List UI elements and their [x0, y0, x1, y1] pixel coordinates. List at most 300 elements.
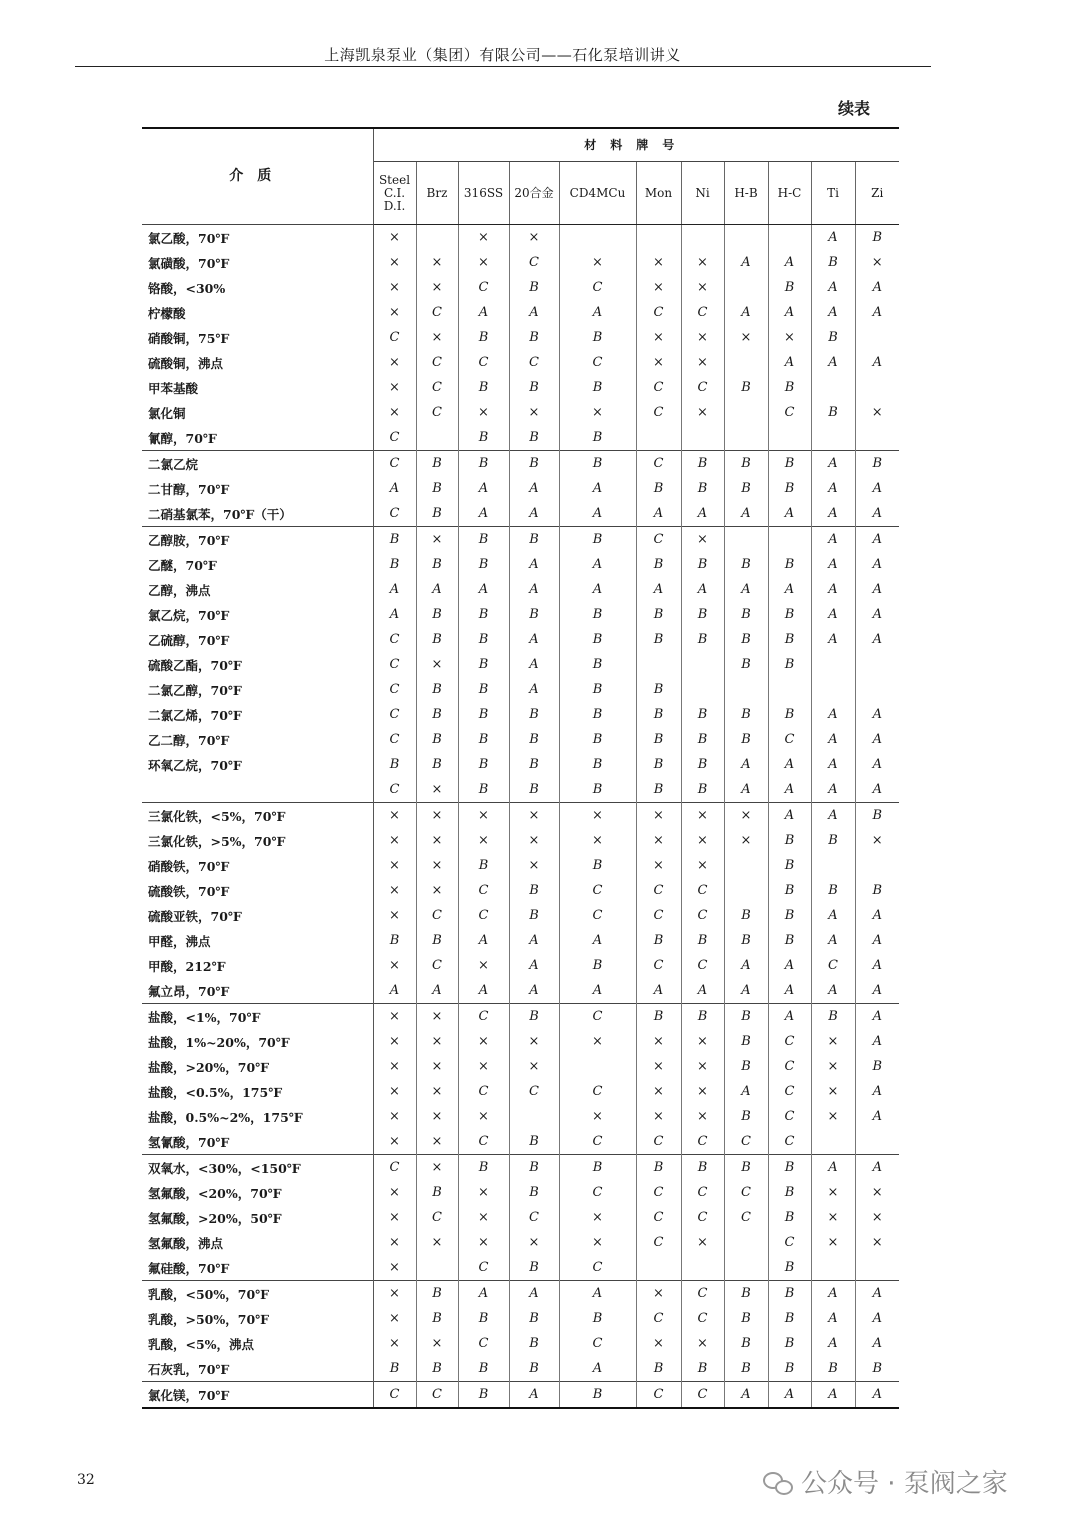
column-header: H-C: [768, 162, 811, 225]
rating-cell: B: [509, 1306, 559, 1331]
rating-cell: A: [509, 1281, 559, 1307]
rating-cell: B: [724, 1054, 768, 1079]
rating-cell: B: [416, 501, 458, 527]
rating-cell: ×: [681, 527, 724, 553]
rating-cell: C: [636, 878, 681, 903]
column-header: Ti: [811, 162, 855, 225]
rating-cell: B: [509, 527, 559, 553]
rating-cell: A: [416, 577, 458, 602]
rating-cell: A: [724, 577, 768, 602]
rating-cell: A: [811, 702, 855, 727]
rating-cell: C: [681, 1382, 724, 1409]
rating-cell: A: [855, 602, 899, 627]
rating-cell: B: [416, 752, 458, 777]
rating-cell: B: [681, 1356, 724, 1382]
rating-cell: ×: [636, 1079, 681, 1104]
table-row: [142, 375, 899, 400]
rating-cell: B: [768, 1306, 811, 1331]
rating-cell: A: [509, 577, 559, 602]
table-row: [142, 602, 899, 627]
rating-cell: [768, 425, 811, 451]
rating-cell: ×: [559, 400, 636, 425]
rating-cell: [681, 652, 724, 677]
rating-cell: B: [681, 451, 724, 477]
medium-cell: 铬酸，<30%: [142, 275, 373, 300]
rating-cell: B: [855, 1356, 899, 1382]
rating-cell: ×: [458, 1029, 509, 1054]
rating-cell: C: [389, 782, 400, 797]
rating-cell: B: [724, 1331, 768, 1356]
rating-cell: B: [768, 853, 811, 878]
rating-cell: B: [768, 702, 811, 727]
medium-cell: 氯化镁，70℉: [142, 1382, 373, 1409]
rating-cell: A: [855, 1331, 899, 1356]
rating-cell: B: [768, 375, 811, 400]
rating-cell: C: [724, 1129, 768, 1155]
rating-cell: B: [636, 727, 681, 752]
table-row: [142, 476, 899, 501]
rating-cell: A: [458, 501, 509, 527]
rating-cell: A: [855, 1004, 899, 1030]
rating-cell: A: [855, 501, 899, 527]
rating-cell: ×: [509, 1029, 559, 1054]
rating-cell: C: [559, 1129, 636, 1155]
rating-cell: B: [636, 552, 681, 577]
rating-cell: ×: [636, 1029, 681, 1054]
rating-cell: [724, 400, 768, 425]
medium-cell: 硫酸乙酯，70℉: [142, 652, 373, 677]
rating-cell: A: [509, 300, 559, 325]
rating-cell: B: [636, 602, 681, 627]
rating-cell: A: [724, 752, 768, 777]
rating-cell: B: [724, 928, 768, 953]
rating-cell: A: [389, 582, 400, 597]
rating-cell: ×: [811, 1079, 855, 1104]
rating-cell: C: [681, 1205, 724, 1230]
rating-cell: ×: [389, 1260, 400, 1275]
rating-cell: B: [559, 1306, 636, 1331]
rating-cell: B: [681, 476, 724, 501]
rating-cell: B: [416, 1281, 458, 1307]
table-row: [142, 752, 899, 777]
rating-cell: ×: [389, 1185, 400, 1200]
rating-cell: C: [416, 300, 458, 325]
rating-cell: B: [636, 1155, 681, 1181]
rating-cell: ×: [559, 1104, 636, 1129]
rating-cell: [811, 1129, 855, 1155]
rating-cell: A: [458, 300, 509, 325]
rating-cell: B: [509, 1331, 559, 1356]
table-row: [142, 1129, 899, 1155]
rating-cell: B: [416, 476, 458, 501]
rating-cell: B: [559, 677, 636, 702]
rating-cell: C: [509, 1205, 559, 1230]
table-row: [142, 828, 899, 853]
rating-cell: C: [559, 1004, 636, 1030]
rating-cell: [724, 1255, 768, 1281]
rating-cell: B: [458, 425, 509, 451]
rating-cell: B: [768, 1155, 811, 1181]
rating-cell: [636, 1255, 681, 1281]
rating-cell: A: [855, 702, 899, 727]
medium-cell: 三氯化铁，<5%，70℉: [142, 803, 373, 829]
rating-cell: ×: [559, 250, 636, 275]
rating-cell: [724, 677, 768, 702]
rating-cell: ×: [458, 250, 509, 275]
rating-cell: B: [724, 702, 768, 727]
rating-cell: [768, 527, 811, 553]
rating-cell: [855, 425, 899, 451]
rating-cell: ×: [389, 355, 400, 370]
rating-cell: ×: [559, 1230, 636, 1255]
rating-cell: [681, 677, 724, 702]
rating-cell: C: [636, 1129, 681, 1155]
table-row: [142, 702, 899, 727]
rating-cell: [509, 1104, 559, 1129]
rating-cell: ×: [681, 1054, 724, 1079]
rating-cell: B: [768, 1255, 811, 1281]
rating-cell: B: [416, 727, 458, 752]
rating-cell: B: [768, 652, 811, 677]
rating-cell: ×: [636, 853, 681, 878]
rating-cell: A: [855, 928, 899, 953]
rating-cell: ×: [389, 380, 400, 395]
rating-cell: B: [855, 1054, 899, 1079]
rating-cell: ×: [855, 828, 899, 853]
rating-cell: ×: [389, 1336, 400, 1351]
rating-cell: [811, 677, 855, 702]
table-row: [142, 627, 899, 652]
rating-cell: B: [636, 627, 681, 652]
rating-cell: A: [811, 777, 855, 803]
rating-cell: B: [389, 557, 400, 572]
rating-cell: ×: [389, 858, 400, 873]
continued-label: 续表: [838, 99, 871, 118]
rating-cell: C: [559, 1079, 636, 1104]
rating-cell: B: [458, 1155, 509, 1181]
rating-cell: B: [724, 903, 768, 928]
rating-cell: ×: [373, 803, 416, 829]
rating-cell: ×: [416, 1054, 458, 1079]
rating-cell: A: [855, 1281, 899, 1307]
rating-cell: ×: [416, 1079, 458, 1104]
rating-cell: A: [681, 577, 724, 602]
rating-cell: ×: [416, 1029, 458, 1054]
medium-column-header: 介质: [142, 128, 373, 225]
rating-cell: A: [768, 501, 811, 527]
rating-cell: A: [509, 928, 559, 953]
rating-cell: C: [559, 275, 636, 300]
rating-cell: C: [559, 903, 636, 928]
rating-cell: ×: [458, 953, 509, 978]
rating-cell: A: [811, 1382, 855, 1409]
rating-cell: B: [559, 853, 636, 878]
rating-cell: A: [811, 903, 855, 928]
rating-cell: ×: [681, 828, 724, 853]
rating-cell: [724, 225, 768, 251]
rating-cell: ×: [855, 1230, 899, 1255]
medium-cell: 乳酸，>50%，70℉: [142, 1306, 373, 1331]
table-row: [142, 1306, 899, 1331]
rating-cell: C: [559, 878, 636, 903]
rating-cell: B: [724, 375, 768, 400]
rating-cell: ×: [416, 1155, 458, 1181]
medium-cell: 盐酸，1%~20%，70℉: [142, 1029, 373, 1054]
medium-cell: 氟硅酸，70℉: [142, 1255, 373, 1281]
rating-cell: ×: [416, 1331, 458, 1356]
rating-cell: [559, 1054, 636, 1079]
rating-cell: C: [389, 657, 400, 672]
rating-cell: [724, 853, 768, 878]
table-row: [142, 1104, 899, 1129]
medium-cell: 盐酸，>20%，70℉: [142, 1054, 373, 1079]
rating-cell: B: [389, 933, 400, 948]
rating-cell: A: [855, 1382, 899, 1409]
rating-cell: A: [509, 978, 559, 1004]
rating-cell: [855, 375, 899, 400]
rating-cell: C: [681, 1180, 724, 1205]
rating-cell: A: [855, 350, 899, 375]
rating-cell: B: [559, 527, 636, 553]
rating-cell: B: [636, 702, 681, 727]
rating-cell: ×: [811, 1205, 855, 1230]
rating-cell: C: [724, 1180, 768, 1205]
rating-cell: B: [559, 1382, 636, 1409]
rating-cell: ×: [389, 883, 400, 898]
rating-cell: B: [855, 451, 899, 477]
rating-cell: A: [458, 476, 509, 501]
rating-cell: C: [458, 1255, 509, 1281]
rating-cell: ×: [389, 1311, 400, 1326]
rating-cell: A: [811, 727, 855, 752]
rating-cell: A: [559, 552, 636, 577]
rating-cell: ×: [416, 828, 458, 853]
rating-cell: ×: [416, 853, 458, 878]
rating-cell: ×: [416, 803, 458, 829]
rating-cell: A: [768, 752, 811, 777]
rating-cell: A: [768, 1382, 811, 1409]
rating-cell: A: [855, 1306, 899, 1331]
rating-cell: ×: [681, 400, 724, 425]
rating-cell: B: [681, 702, 724, 727]
rating-cell: ×: [636, 350, 681, 375]
rating-cell: B: [509, 602, 559, 627]
rating-cell: ×: [681, 275, 724, 300]
rating-cell: A: [855, 300, 899, 325]
medium-cell: 二甘醇，70℉: [142, 476, 373, 501]
rating-cell: B: [416, 602, 458, 627]
rating-cell: A: [811, 300, 855, 325]
table-row: [142, 1155, 899, 1181]
rating-cell: C: [559, 1255, 636, 1281]
rating-cell: C: [559, 1331, 636, 1356]
rating-cell: A: [559, 476, 636, 501]
table-row: [142, 1054, 899, 1079]
rating-cell: C: [636, 1306, 681, 1331]
rating-cell: [724, 275, 768, 300]
rating-cell: A: [855, 275, 899, 300]
rating-cell: ×: [681, 1331, 724, 1356]
rating-cell: C: [389, 632, 400, 647]
rating-cell: ×: [681, 250, 724, 275]
rating-cell: ×: [373, 1281, 416, 1307]
rating-cell: ×: [855, 1205, 899, 1230]
rating-cell: A: [636, 978, 681, 1004]
rating-cell: A: [768, 978, 811, 1004]
rating-cell: A: [811, 552, 855, 577]
rating-cell: ×: [811, 1054, 855, 1079]
medium-cell: 硫酸亚铁，70℉: [142, 903, 373, 928]
medium-cell: [142, 777, 373, 803]
rating-cell: B: [458, 627, 509, 652]
column-header: CD4MCu: [559, 162, 636, 225]
rating-cell: B: [458, 652, 509, 677]
rating-cell: ×: [509, 1230, 559, 1255]
rating-cell: A: [855, 978, 899, 1004]
rating-cell: C: [458, 350, 509, 375]
rating-cell: A: [855, 476, 899, 501]
rating-cell: B: [724, 1029, 768, 1054]
rating-cell: C: [681, 375, 724, 400]
rating-cell: B: [724, 1155, 768, 1181]
rating-cell: ×: [636, 250, 681, 275]
rating-cell: C: [636, 903, 681, 928]
rating-cell: B: [458, 451, 509, 477]
rating-cell: [416, 1255, 458, 1281]
rating-cell: C: [559, 350, 636, 375]
table-row: [142, 853, 899, 878]
rating-cell: B: [458, 853, 509, 878]
rating-cell: ×: [389, 1210, 400, 1225]
rating-cell: C: [373, 1382, 416, 1409]
rating-cell: ×: [681, 350, 724, 375]
rating-cell: C: [416, 1205, 458, 1230]
rating-cell: ×: [811, 1230, 855, 1255]
rating-cell: A: [724, 501, 768, 527]
rating-cell: B: [636, 777, 681, 803]
rating-cell: ×: [416, 1230, 458, 1255]
rating-cell: B: [458, 727, 509, 752]
rating-cell: [855, 652, 899, 677]
rating-cell: A: [636, 577, 681, 602]
rating-cell: ×: [811, 1029, 855, 1054]
rating-cell: B: [458, 602, 509, 627]
column-header: Steel C.I. D.I.: [373, 162, 416, 225]
rating-cell: ×: [509, 400, 559, 425]
rating-cell: B: [811, 878, 855, 903]
rating-cell: C: [389, 330, 400, 345]
rating-cell: B: [509, 727, 559, 752]
rating-cell: B: [509, 425, 559, 451]
rating-cell: B: [416, 1180, 458, 1205]
medium-cell: 柠檬酸: [142, 300, 373, 325]
rating-cell: A: [855, 777, 899, 803]
rating-cell: A: [724, 777, 768, 803]
rating-cell: A: [389, 983, 400, 998]
rating-cell: A: [811, 602, 855, 627]
rating-cell: C: [724, 1205, 768, 1230]
rating-cell: B: [509, 325, 559, 350]
rating-cell: B: [559, 752, 636, 777]
rating-cell: B: [559, 627, 636, 652]
rating-cell: B: [458, 527, 509, 553]
medium-cell: 盐酸，<0.5%，175℉: [142, 1079, 373, 1104]
table-row: [142, 425, 899, 451]
rating-cell: B: [681, 727, 724, 752]
rating-cell: ×: [389, 1084, 400, 1099]
rating-cell: B: [636, 752, 681, 777]
rating-cell: B: [724, 602, 768, 627]
rating-cell: A: [811, 476, 855, 501]
rating-cell: C: [811, 953, 855, 978]
rating-cell: B: [389, 757, 400, 772]
rating-cell: A: [724, 1079, 768, 1104]
rating-cell: ×: [389, 833, 400, 848]
table-row: [142, 1029, 899, 1054]
rating-cell: C: [389, 506, 400, 521]
medium-cell: 氢氰酸，70℉: [142, 1129, 373, 1155]
rating-cell: [811, 853, 855, 878]
rating-cell: ×: [636, 1054, 681, 1079]
medium-cell: 甲苯基酸: [142, 375, 373, 400]
table-row: [142, 1356, 899, 1382]
medium-cell: 乙硫醇，70℉: [142, 627, 373, 652]
rating-cell: C: [389, 682, 400, 697]
medium-cell: 硝酸铁，70℉: [142, 853, 373, 878]
medium-cell: 盐酸，0.5%~2%，175℉: [142, 1104, 373, 1129]
rating-cell: B: [416, 552, 458, 577]
rating-cell: A: [811, 928, 855, 953]
rating-cell: B: [509, 1180, 559, 1205]
rating-cell: ×: [855, 250, 899, 275]
rating-cell: B: [636, 476, 681, 501]
rating-cell: [768, 225, 811, 251]
rating-cell: C: [458, 903, 509, 928]
rating-cell: B: [559, 652, 636, 677]
rating-cell: ×: [416, 275, 458, 300]
medium-cell: 硫酸铜，沸点: [142, 350, 373, 375]
medium-cell: 氯化铜: [142, 400, 373, 425]
rating-cell: B: [724, 727, 768, 752]
rating-cell: B: [681, 627, 724, 652]
rating-cell: B: [724, 552, 768, 577]
rating-cell: A: [811, 1331, 855, 1356]
rating-cell: B: [509, 1255, 559, 1281]
rating-cell: C: [458, 275, 509, 300]
rating-cell: C: [681, 953, 724, 978]
rating-cell: ×: [416, 878, 458, 903]
rating-cell: C: [636, 375, 681, 400]
table-row: [142, 1382, 899, 1409]
column-header: H-B: [724, 162, 768, 225]
rating-cell: A: [855, 1079, 899, 1104]
rating-cell: B: [458, 777, 509, 803]
rating-cell: [811, 652, 855, 677]
rating-cell: C: [416, 903, 458, 928]
rating-cell: B: [768, 275, 811, 300]
rating-cell: ×: [811, 1104, 855, 1129]
rating-cell: [681, 225, 724, 251]
rating-cell: B: [509, 777, 559, 803]
rating-cell: B: [768, 1281, 811, 1307]
table-row: [142, 903, 899, 928]
medium-cell: 双氧水，<30%，<150℉: [142, 1155, 373, 1181]
header-rule: [75, 66, 931, 67]
rating-cell: ×: [389, 305, 400, 320]
medium-cell: 甲醛，沸点: [142, 928, 373, 953]
medium-cell: 环氧乙烷，70℉: [142, 752, 373, 777]
rating-cell: A: [855, 1104, 899, 1129]
